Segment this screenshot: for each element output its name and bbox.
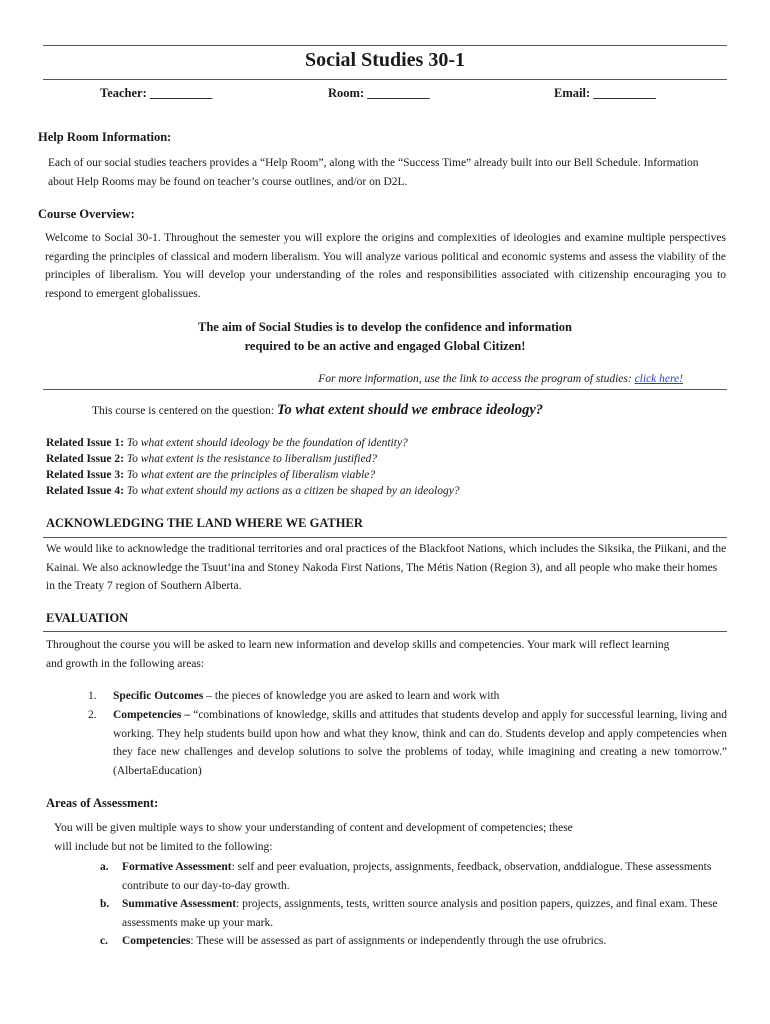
- teacher-field: Teacher: __________: [100, 86, 213, 100]
- question-lead: This course is centered on the question:: [92, 405, 275, 417]
- land-text: We would like to acknowledge the traditional territories and oral practices of the Blackfoot Nations, which includes the Siksika, the Piikani, and the Kainai. We also acknowledge the Tsuut’ina and Stoney Nakoda First Nations, The Métis Nation (Region 3), and all people who make their homes in the Treaty 7 region of Southern Alberta.: [46, 543, 727, 592]
- related-issue-label: Related Issue 2:: [46, 453, 124, 465]
- evaluation-item-label: Specific Outcomes: [113, 690, 204, 702]
- assessment-item-letter: a.: [100, 861, 109, 873]
- related-issue-text: To what extent is the resistance to liberalism justified?: [126, 453, 378, 465]
- assessment-item-label: Formative Assessment: [122, 861, 232, 873]
- assessment-text: You will be given multiple ways to show your understanding of content and development of competencies; these will include but not be limited to the following:: [54, 822, 573, 853]
- evaluation-item-text: “combinations of knowledge, skills and attitudes that students develop and apply for successful learning, living and working. They help students build upon how and what they know, think and can do. Students develop and apply competencies when they face new challenges and develop solutions to solve the problems of today, while imagining and creating a new tomorrow.” (AlbertaEducation): [113, 709, 728, 777]
- assessment-heading: Areas of Assessment:: [46, 796, 159, 810]
- related-issue-text: To what extent are the principles of liberalism viable?: [126, 469, 376, 481]
- related-issue-2: [46, 453, 377, 465]
- evaluation-heading: EVALUATION: [46, 611, 129, 625]
- top-rule: [43, 45, 727, 46]
- evaluation-item-number: 2.: [88, 709, 97, 721]
- related-issue-label: Related Issue 1:: [46, 437, 124, 449]
- related-issue-1: [46, 437, 408, 449]
- related-issue-3: [46, 469, 375, 481]
- more-info-text: For more information, use the link to access the program of studies:: [318, 373, 632, 385]
- course-overview-text: Welcome to Social 30-1. Throughout the semester you will explore the origins and complexities of ideologies and examine multiple perspectives regarding the principles of classical and modern liberalism. You will analyze various political and economic systems and assess the viability of the principles of liberalism. You will develop your understanding of the roles and responsibilities associated with citizenship encouraging you to respond to emergent globalissues.: [45, 232, 726, 300]
- course-question: [92, 401, 712, 421]
- related-issue-label: Related Issue 3:: [46, 469, 124, 481]
- program-of-studies-link[interactable]: click here!: [634, 373, 683, 385]
- page-title: Social Studies 30-1: [304, 49, 466, 71]
- related-issue-label: Related Issue 4:: [46, 485, 124, 497]
- aim-line-1: The aim of Social Studies is to develop the confidence and information: [198, 320, 572, 334]
- assessment-item-a: [122, 858, 727, 895]
- more-info-line: [43, 370, 683, 389]
- related-issue-text: To what extent should my actions as a citizen be shaped by an ideology?: [126, 485, 460, 497]
- assessment-item-text: : self and peer evaluation, projects, assignments, feedback, observation, anddialogue. These assessments contribute to our day-to-day growth.: [122, 861, 712, 892]
- evaluation-item-1: [113, 687, 727, 706]
- help-room-heading: Help Room Information:: [38, 130, 172, 144]
- evaluation-item-number: 1.: [88, 690, 97, 702]
- room-field: Room: __________: [328, 86, 430, 100]
- land-heading: ACKNOWLEDGING THE LAND WHERE WE GATHER: [46, 516, 363, 530]
- course-overview-heading: Course Overview:: [38, 207, 135, 221]
- assessment-item-c: [122, 932, 727, 951]
- land-rule: [43, 537, 727, 538]
- evaluation-item-text: – the pieces of knowledge you are asked to learn and work with: [203, 690, 500, 702]
- assessment-item-letter: c.: [100, 935, 108, 947]
- evaluation-text: Throughout the course you will be asked to learn new information and develop skills and competencies. Your mark will reflect learning and growth in the following areas:: [46, 639, 670, 670]
- evaluation-item-2: [113, 706, 727, 780]
- title-rule: [43, 79, 727, 80]
- assessment-item-label: Competencies: [122, 935, 191, 947]
- aim-line-2: required to be an active and engaged Global Citizen!: [244, 339, 526, 353]
- assessment-item-b: [122, 895, 727, 932]
- more-info-rule: [43, 389, 727, 390]
- related-issue-4: [46, 485, 460, 497]
- assessment-item-text: : These will be assessed as part of assignments or independently through the use ofrubrics.: [190, 935, 607, 947]
- help-room-text: Each of our social studies teachers provides a “Help Room”, along with the “Success Time” already built into our Bell Schedule. Information about Help Rooms may be found on teacher’s course outlines, and/or on D2L.: [48, 157, 699, 188]
- aim-statement: [43, 318, 727, 356]
- email-field: Email: __________: [554, 86, 656, 100]
- question-text: To what extent should we embrace ideology?: [276, 402, 544, 418]
- assessment-item-letter: b.: [100, 898, 110, 910]
- evaluation-rule: [43, 631, 727, 632]
- evaluation-item-label: Competencies –: [113, 709, 191, 721]
- related-issue-text: To what extent should ideology be the foundation of identity?: [126, 437, 408, 449]
- assessment-item-text: : projects, assignments, tests, written source analysis and position papers, quizzes, and final exam. These assessments make up your mark.: [122, 898, 718, 929]
- assessment-item-label: Summative Assessment: [122, 898, 237, 910]
